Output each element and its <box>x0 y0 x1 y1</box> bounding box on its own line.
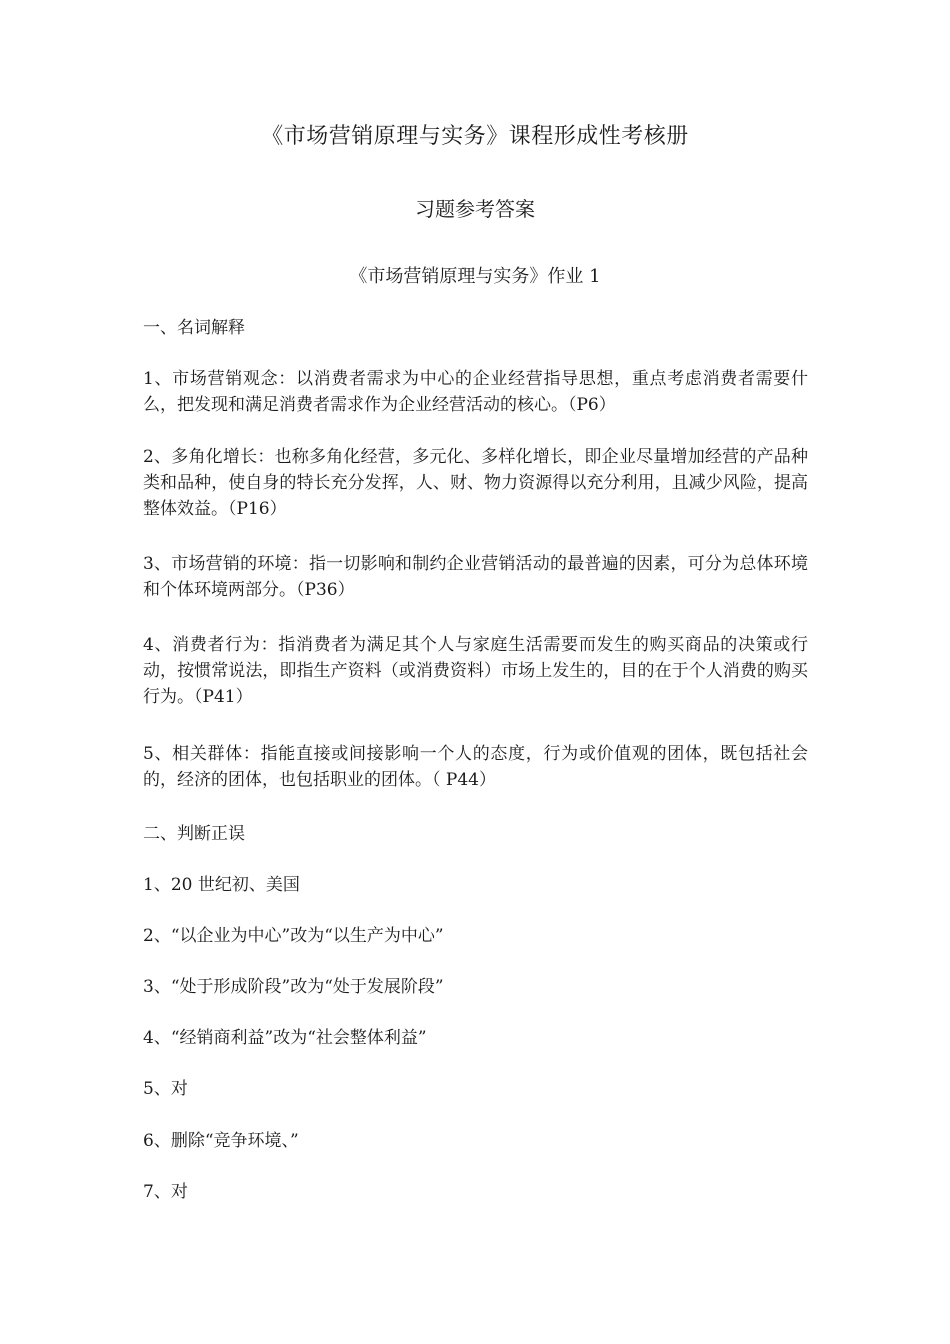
definition-item-3: 3、市场营销的环境：指一切影响和制约企业营销活动的最普遍的因素，可分为总体环境和个体环境两部分。（P36） <box>143 554 808 600</box>
document-title: 《市场营销原理与实务》课程形成性考核册 <box>261 124 689 149</box>
judgment-item-1: 1、20 世纪初、美国 <box>143 875 300 895</box>
judgment-item-5: 5、对 <box>143 1079 188 1099</box>
judgment-item-3: 3、“处于形成阶段”改为“处于发展阶段” <box>143 977 444 997</box>
definition-item-4: 4、消费者行为：指消费者为满足其个人与家庭生活需要而发生的购买商品的决策或行动，按惯常说法，即指生产资料（或消费资料）市场上发生的，目的在于个人消费的购买行为。（P41） <box>143 635 808 707</box>
definition-item-2: 2、多角化增长：也称多角化经营，多元化、多样化增长，即企业尽量增加经营的产品种类和品种，使自身的特长充分发挥，人、财、物力资源得以充分利用，且减少风险，提高整体效益。（P16） <box>143 447 808 519</box>
judgment-item-6: 6、删除“竞争环境、” <box>143 1131 299 1151</box>
judgment-item-7: 7、对 <box>143 1182 188 1202</box>
assignment-title: 《市场营销原理与实务》作业 1 <box>349 266 601 287</box>
judgment-item-4: 4、“经销商利益”改为“社会整体利益” <box>143 1028 427 1048</box>
definition-item-5: 5、相关群体：指能直接或间接影响一个人的态度，行为或价值观的团体，既包括社会的，经济的团体，也包括职业的团体。（ P44） <box>143 744 808 790</box>
document-subtitle: 习题参考答案 <box>415 197 535 221</box>
section-heading-true-false: 二、判断正误 <box>143 824 245 844</box>
judgment-item-2: 2、“以企业为中心”改为“以生产为中心” <box>143 926 444 946</box>
section-heading-definitions: 一、名词解释 <box>143 318 245 338</box>
definition-item-1: 1、市场营销观念：以消费者需求为中心的企业经营指导思想，重点考虑消费者需要什么，把发现和满足消费者需求作为企业经营活动的核心。（P6） <box>143 369 808 415</box>
